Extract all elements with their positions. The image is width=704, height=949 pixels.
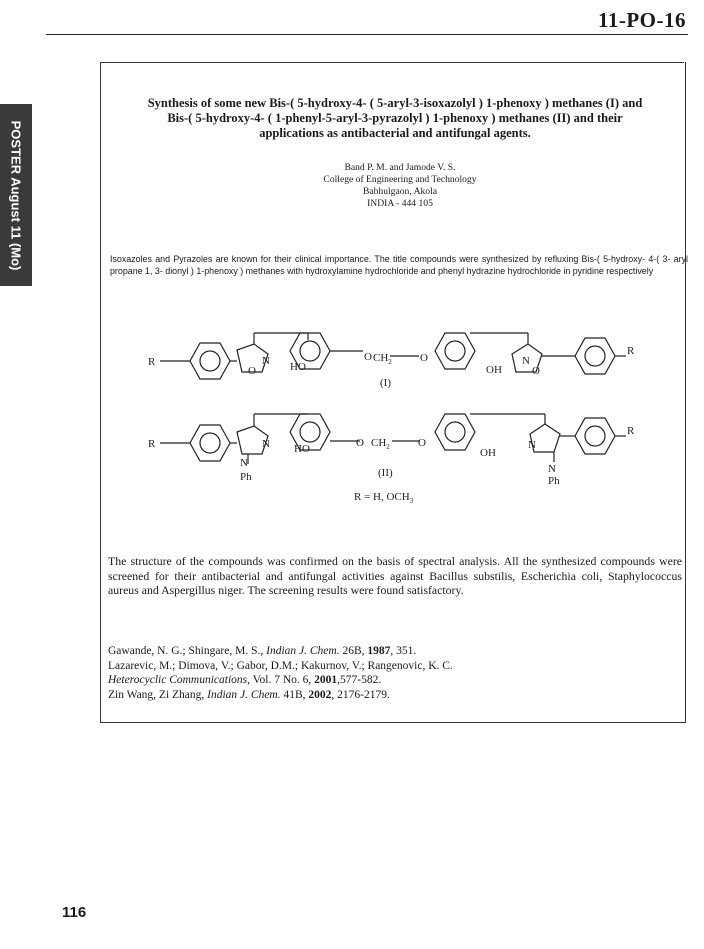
section-tab xyxy=(0,104,32,286)
phenol-hydroxyl-1: HO xyxy=(290,361,306,373)
ether-oxygen-2: O xyxy=(420,352,428,364)
title-line: Bis-( 5-hydroxy-4- ( 1-phenyl-5-aryl-3-pyrazolyl ) 1-phenoxy ) methanes (II) and their xyxy=(167,111,623,125)
reference-item: Zin Wang, Zi Zhang, Indian J. Chem. 41B, 2002, 2176-2179. xyxy=(108,688,390,701)
article-title xyxy=(112,96,678,141)
author-names: Band P. M. and Jamode V. S. xyxy=(344,162,456,173)
ether-oxygen-4: O xyxy=(418,437,426,449)
ether-oxygen-1: O xyxy=(364,351,372,363)
header-rule xyxy=(46,34,688,35)
aryl-ring-left-1-circle xyxy=(200,351,220,371)
phenol-hydroxyl-2: OH xyxy=(486,364,502,376)
aryl-ring-right-2 xyxy=(575,418,615,454)
phenol-hydroxyl-4: OH xyxy=(480,447,496,459)
compound-label-2: (II) xyxy=(378,467,393,479)
isoxazole-oxygen-2: O xyxy=(532,365,540,377)
methylene-bridge-2: $CH_2$ xyxy=(371,437,390,451)
phenol-ring-4 xyxy=(435,414,475,450)
r-substituent-left-2: R xyxy=(148,438,156,450)
phenol-ring-2 xyxy=(435,333,475,369)
section-tab-label: POSTER August 11 (Mo) xyxy=(8,120,24,270)
pyrazole-nitrogen-1a: N xyxy=(240,457,248,469)
pyrazole-nitrogen-2b: N xyxy=(548,463,556,475)
phenyl-substituent-2: Ph xyxy=(548,475,560,487)
abstract-text: Isoxazoles and Pyrazoles are known for their clinical importance. The title compounds were synthesized by refluxing Bis-( 5-hydroxy- 4-( 3- aryl propane 1, 3- dionyl ) 1-phenoxy ) methanes with hydroxylamine hydrochloride and phenyl hydrazine hydrochloride in pyridine respectively xyxy=(110,254,688,276)
r-substituent-right-2: R xyxy=(627,425,635,437)
phenol-hydroxyl-3: HO xyxy=(294,443,310,455)
affiliation-line: Babhulgaon, Akola xyxy=(362,186,438,197)
reference-list xyxy=(108,644,682,702)
page-number: 116 xyxy=(62,904,87,921)
isoxazole-nitrogen-1: N xyxy=(262,355,270,367)
pyrazole-nitrogen-1b: N xyxy=(262,438,270,450)
aryl-ring-left-1 xyxy=(190,343,230,379)
reference-item: Heterocyclic Communications, Vol. 7 No. 6, 2001,577-582. xyxy=(108,674,382,686)
reference-item: Gawande, N. G.; Shingare, M. S., Indian J. Chem. 26B, 1987, 351. xyxy=(108,645,417,657)
frame-bottom-rule xyxy=(100,722,686,723)
r-substituent-right-1: R xyxy=(627,345,635,357)
poster-code: 11-PO-16 xyxy=(598,8,686,32)
author-block xyxy=(240,162,560,210)
r-substituent-left-1: R xyxy=(148,356,156,368)
reference-item: Lazarevic, M.; Dimova, V.; Gabor, D.M.; Kakurnov, V.; Rangenovic, K. C. xyxy=(108,659,453,672)
methylene-bridge-1: $CH_2$ xyxy=(373,352,392,366)
chemical-structures xyxy=(130,306,670,506)
affiliation-line: College of Engineering and Technology xyxy=(323,174,477,185)
compound-label-1: (I) xyxy=(380,377,391,389)
title-line: applications as antibacterial and antifungal agents. xyxy=(259,126,531,140)
ether-oxygen-3: O xyxy=(356,437,364,449)
title-line: Synthesis of some new Bis-( 5-hydroxy-4- ( 5-aryl-3-isoxazolyl ) 1-phenoxy ) methanes (I) and xyxy=(147,96,643,110)
frame-top-rule xyxy=(100,62,684,63)
affiliation-line: INDIA - 444 105 xyxy=(367,198,433,209)
aryl-ring-left-2 xyxy=(190,425,230,461)
results-text: The structure of the compounds was confirmed on the basis of spectral analysis. All the synthesized compounds were screened for their antibacterial and antifungal activities against Bacillus substilis, Escherichia coli, Staphylococcus aureus and Aspergillus niger. The screening results were found satisfactory. xyxy=(108,554,682,597)
isoxazole-nitrogen-2: N xyxy=(522,355,530,367)
r-group-definition: R = H, $OCH_3$ xyxy=(354,491,414,505)
aryl-ring-right-1 xyxy=(575,338,615,374)
phenyl-substituent-1: Ph xyxy=(240,471,252,483)
isoxazole-oxygen-1: O xyxy=(248,365,256,377)
pyrazole-nitrogen-2a: N xyxy=(528,439,536,451)
